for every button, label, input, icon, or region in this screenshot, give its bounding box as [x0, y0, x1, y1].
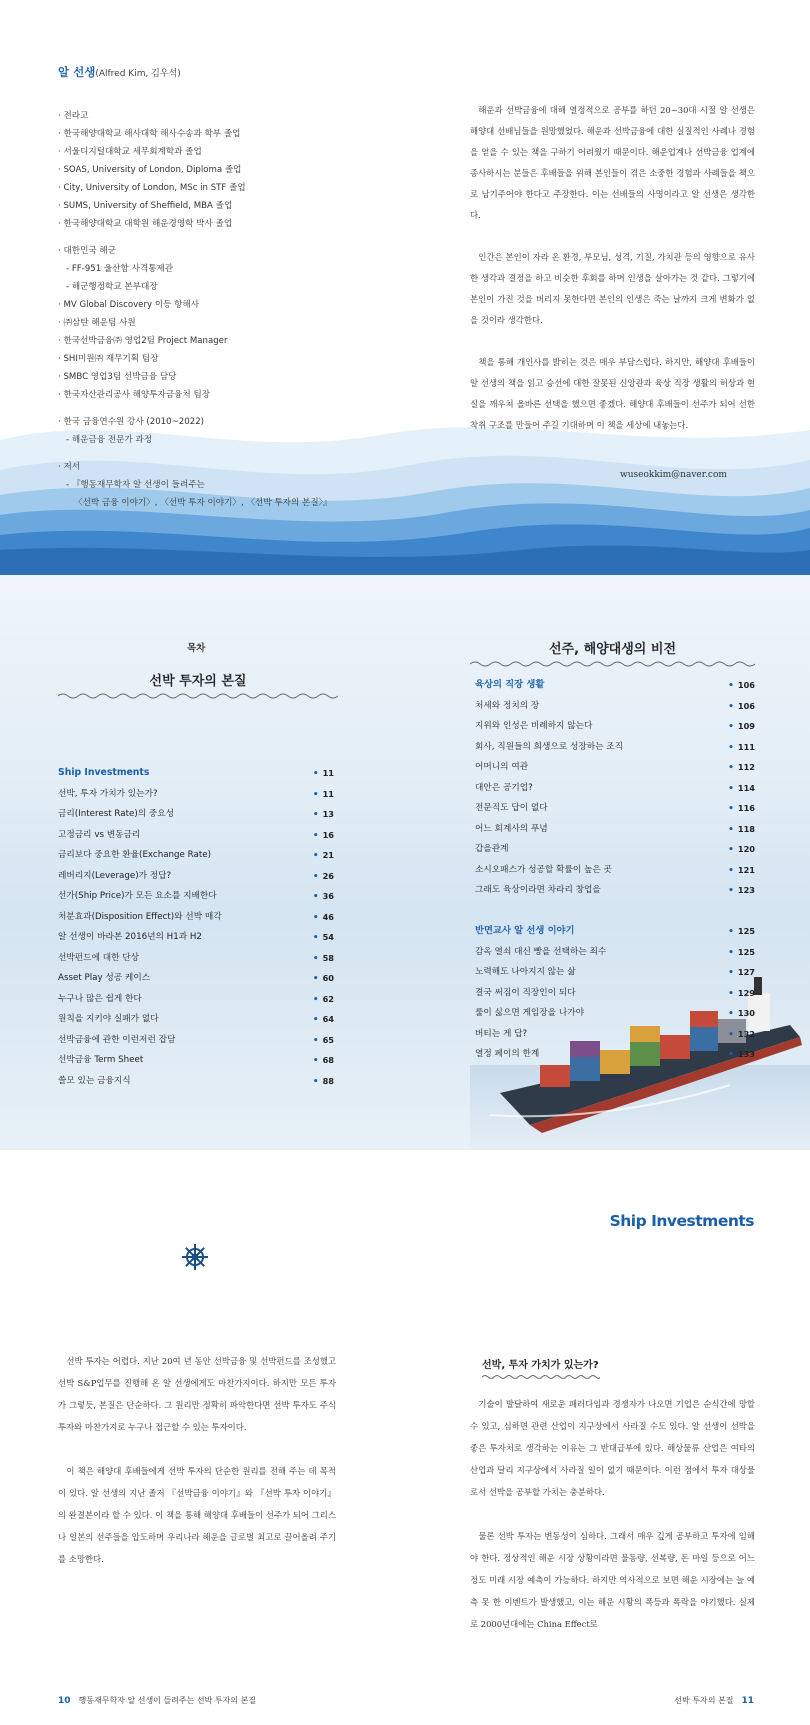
toc-entry[interactable]: [58, 886, 334, 907]
toc-page-number: • 125: [728, 942, 755, 964]
bio-line: · 한국 금융연수원 강사 (2010~2022): [58, 417, 205, 427]
bio-line: · 전라고: [58, 111, 89, 121]
toc-entry-title: 레버리지(Leverage)가 정답?: [58, 870, 172, 881]
toc-entry[interactable]: [475, 757, 755, 778]
chapter-pages: [0, 1150, 810, 1725]
toc-page-number: • 26: [313, 866, 334, 888]
bio-career: [58, 242, 388, 404]
toc-entry-title: 금리보다 중요한 환율(Exchange Rate): [58, 850, 211, 860]
toc-page-number: • 54: [313, 927, 334, 949]
page-number: 10: [58, 1696, 71, 1706]
toc-entry[interactable]: [475, 1044, 755, 1065]
bio-line: · 서울디지털대학교 세무회계학과 졸업: [58, 147, 202, 157]
chapter-left-body: [58, 1350, 336, 1592]
toc-entry[interactable]: [58, 1030, 334, 1051]
toc-entry-title: 쓸모 있는 금융지식: [58, 1075, 131, 1086]
bio-line: · SUMS, University of Sheffield, MBA 졸업: [58, 201, 233, 211]
toc-entry-title: 선박금융 Term Sheet: [58, 1055, 144, 1065]
toc-right-list: [475, 675, 755, 1065]
toc-page-number: • 120: [728, 839, 755, 861]
toc-page-number: • 88: [313, 1071, 334, 1093]
toc-entry-title: 결국 써짐이 직장인이 되다: [475, 987, 576, 998]
toc-entry-title: 버티는 게 답?: [475, 1028, 528, 1039]
toc-page-number: • 118: [728, 819, 755, 841]
toc-page-number: • 112: [728, 757, 755, 779]
toc-entry-title: 어느 회계사의 푸념: [475, 823, 548, 834]
toc-entry[interactable]: [475, 942, 755, 963]
toc-entry[interactable]: [475, 1003, 755, 1024]
toc-entry[interactable]: [475, 860, 755, 881]
toc-entry-title: 회사, 직원들의 희생으로 성장하는 조직: [475, 741, 624, 752]
toc-entry[interactable]: [58, 989, 334, 1010]
toc-page-number: • 123: [728, 880, 755, 902]
toc-left-list: [58, 763, 334, 1091]
toc-entry-title: 노력해도 나아지지 않는 삶: [475, 967, 576, 977]
toc-entry[interactable]: [475, 819, 755, 840]
bio-line: · 한국자산관리공사 해양투자금융처 팀장: [58, 390, 211, 400]
toc-section-entry[interactable]: [475, 921, 755, 942]
bio-line: · 대한민국 해군: [58, 246, 117, 256]
intro-paragraph: 책을 통해 개인사를 밝히는 것은 매우 부담스럽다. 하지만, 해양대 후배들이 알 선생의 책을 읽고 승선에 대한 잘못된 신앙관과 육상 직장 생활의 허상과 현실을 깨우쳐 올바른 선택을 했으면 좋겠다. 해양대 후배들이 선주가 되어 선한 착취 구조를 만들어 주길 기대하며 이 책을 세상에 내놓는다.: [470, 357, 755, 430]
bio-line: - 『행동재무학자 알 선생이 들려주는: [66, 480, 205, 490]
toc-entry-title: Asset Play 성공 케이스: [58, 973, 151, 983]
toc-entry[interactable]: [475, 983, 755, 1004]
intro-paragraph: 인간은 본인이 자라 온 환경, 부모님, 성격, 기질, 가치관 등의 영향으로 유사한 생각과 결정을 하고 비슷한 후회를 하며 인생을 살아가는 것 같다. 그렇기에 본인이 가진 것을 버리지 못한다면 본인의 인생은 죽는 날까지 크게 변화가 없을 것이라 생각한다.: [470, 252, 755, 325]
toc-entry-title: 전문직도 답이 없다: [475, 803, 548, 813]
toc-entry-title: 룰이 싫으면 게임장을 나가야: [475, 1008, 584, 1018]
bio-line: · City, University of London, MSc in STF 졸업: [58, 183, 246, 193]
toc-entry-title: 선박금융에 관한 이런저런 잡담: [58, 1034, 176, 1045]
toc-entry-title: 갑을관계: [475, 844, 509, 854]
toc-entry[interactable]: [475, 716, 755, 737]
toc-entry[interactable]: [475, 778, 755, 799]
toc-entry-title: 육상의 직장 생활: [475, 679, 545, 690]
bio-line: - 해운금융 전문가 과정: [66, 435, 153, 445]
body-paragraph: 이 책은 해양대 후배들에게 선박 투자의 단순한 원리를 전해 주는 데 목적이 있다. 알 선생의 지난 졸저 『선박금융 이야기』와 『선박 투자 이야기』의 완결본이라 할 수 있다. 이 책을 통해 해양대 후배들이 선주가 되어 그리스나 일본의 선주들을 압도하며 우리나라 해운을 글로벌 최고로 끌어올려 주기를 소망한다.: [58, 1466, 336, 1564]
toc-entry-title: 고정금리 vs 변동금리: [58, 829, 141, 840]
toc-page-number: • 114: [728, 778, 755, 800]
body-paragraph: 물론 선박 투자는 변동성이 심하다. 그래서 매우 깊게 공부하고 투자에 임해야 한다. 정상적인 해운 시장 상황이라면 물동량, 선복량, 돈 마일 등으로 어느 정도 미래 시장 예측이 가능하다. 하지만 역사적으로 보면 해운 시장에는 늘 예측 못 한 이벤트가 발생했고, 이는 해운 시황의 폭등과 폭락을 야기했다. 실제로 2000년대에는 China Effect로: [470, 1531, 755, 1629]
author-name-en: (Alfred Kim, 김우석): [95, 69, 181, 79]
chapter-heading: Ship Investments: [609, 1212, 754, 1230]
toc-entry[interactable]: [475, 737, 755, 758]
toc-entry-title: 금리(Interest Rate)의 중요성: [58, 809, 175, 819]
toc-entry-title: 감옥 열쇠 대신 빵을 선택하는 죄수: [475, 946, 607, 957]
toc-entry[interactable]: [58, 804, 334, 825]
footer-left: [58, 1695, 256, 1706]
bio-line: · SOAS, University of London, Diploma 졸업: [58, 165, 242, 175]
toc-entry-title: 선박펀드에 대한 단상: [58, 952, 140, 963]
author-intro: [470, 100, 755, 457]
bio-line: 〈선박 금융 이야기〉, 〈선박 투자 이야기〉, 〈선박 투자의 본질〉』: [74, 498, 332, 508]
toc-page-number: • 62: [313, 989, 334, 1011]
toc-entry[interactable]: [58, 1050, 334, 1071]
toc-page-number: • 116: [728, 798, 755, 820]
toc-entry[interactable]: [58, 784, 334, 805]
author-page: [0, 0, 810, 575]
toc-entry[interactable]: [475, 798, 755, 819]
toc-page-number: • 36: [313, 886, 334, 908]
toc-page-number: • 133: [728, 1044, 755, 1066]
bio-line: · MV Global Discovery 이등 항해사: [58, 300, 200, 310]
toc-page-number: • 127: [728, 962, 755, 984]
toc-entry-title: 지위와 인성은 비례하지 않는다: [475, 721, 593, 731]
author-bio: [58, 107, 388, 521]
bio-line: · SMBC 영업3팀 선박금융 담당: [58, 372, 177, 382]
toc-page-number: • 11: [313, 763, 334, 785]
author-email: wuseokkim@naver.com: [620, 470, 727, 480]
bio-line: · 저서: [58, 462, 81, 472]
toc-entry[interactable]: [58, 927, 334, 948]
bio-line: · 한국해양대학교 대학원 해운경영학 박사 졸업: [58, 219, 233, 229]
wave-underline: [470, 660, 755, 668]
toc-entry[interactable]: [58, 1071, 334, 1092]
toc-entry[interactable]: [58, 866, 334, 887]
toc-entry-title: 반면교사 알 선생 이야기: [475, 925, 575, 936]
toc-entry[interactable]: [58, 968, 334, 989]
toc-page-number: • 130: [728, 1003, 755, 1025]
bio-line: · 한국해양대학교 해사대학 해사수송과 학부 졸업: [58, 129, 241, 139]
ship-wheel-icon: [180, 1242, 210, 1272]
footer-right: [674, 1695, 754, 1706]
toc-entry[interactable]: [475, 839, 755, 860]
author-name: [58, 64, 181, 80]
toc-page-number: • 65: [313, 1030, 334, 1052]
toc-entry-title: 처세와 정치의 장: [475, 700, 540, 711]
toc-page-number: • 13: [313, 804, 334, 826]
toc-page-number: • 21: [313, 845, 334, 867]
toc-left-title: 선박 투자의 본질: [149, 674, 247, 689]
toc-entry-title: 선박, 투자 가치가 있는가?: [58, 788, 158, 799]
toc-page-number: • 46: [313, 907, 334, 929]
toc-entry[interactable]: [475, 1024, 755, 1045]
toc-page: [0, 575, 810, 1150]
bio-teaching: [58, 413, 388, 449]
chapter-right-body: [470, 1393, 755, 1657]
bio-books: [58, 458, 388, 512]
page-number: 11: [741, 1696, 754, 1706]
toc-page-number: • 64: [313, 1009, 334, 1031]
toc-entry[interactable]: [475, 880, 755, 901]
toc-entry-title: 대안은 공기업?: [475, 782, 533, 793]
toc-entry-title: 열정 페이의 한계: [475, 1049, 540, 1059]
wave-underline: [58, 692, 338, 700]
toc-entry[interactable]: [58, 1009, 334, 1030]
toc-page-number: • 129: [728, 983, 755, 1005]
toc-entry-title: 처분효과(Disposition Effect)와 선박 매각: [58, 911, 222, 922]
toc-page-number: • 60: [313, 968, 334, 990]
toc-section-entry[interactable]: [58, 763, 334, 784]
toc-entry[interactable]: [58, 948, 334, 969]
toc-entry-title: 선가(Ship Price)가 모든 요소를 지배한다: [58, 891, 217, 901]
toc-page-number: • 132: [728, 1024, 755, 1046]
toc-entry-title: 누구나 많은 쉽게 한다: [58, 993, 142, 1004]
bio-line: · 한국선박금융㈜ 영업2팀 Project Manager: [58, 336, 228, 346]
author-name-ko: 알 선생: [58, 65, 96, 79]
toc-entry-title: Ship Investments: [58, 767, 150, 778]
bio-line: · SHI미원㈜ 재무기획 팀장: [58, 354, 159, 364]
bio-education: [58, 107, 388, 233]
toc-entry-title: 그래도 육상이라면 차라리 창업을: [475, 885, 601, 895]
intro-paragraph: 해운과 선박금융에 대해 열정적으로 공부를 하던 20~30대 시절 알 선생은 해양대 선배님들을 원망했었다. 해운과 선박금융에 대한 실질적인 사례나 경험을 얻을 수 있는 책을 구하기 어려웠기 때문이다. 해운업계나 선박금융 업계에 종사하시는 분들은 후배들을 위해 본인들이 겪은 소중한 경험과 사례들을 책으로 남기주어야 한다고 주장한다. 이는 선배들의 사명이라고 알 선생은 생각한다.: [470, 105, 755, 220]
toc-section-entry[interactable]: [475, 675, 755, 696]
toc-entry-title: 알 선생이 바라본 2016년의 H1과 H2: [58, 932, 202, 942]
toc-entry[interactable]: [58, 845, 334, 866]
toc-right-title: 선주, 해양대생의 비전: [548, 642, 676, 657]
body-paragraph: 선박 투자는 어렵다. 지난 20여 년 동안 선박금융 및 선박펀드를 조성했고 선박 S&P업무를 진행해 온 알 선생에게도 마찬가지이다. 하지만 모든 투자가 그렇듯, 본질은 단순하다. 그 원리만 정확히 파악한다면 선박 투자도 주식 투자와 마찬가지로 누구나 접근할 수 있는 투자이다.: [58, 1356, 336, 1432]
toc-entry[interactable]: [475, 962, 755, 983]
toc-page-number: • 125: [728, 921, 755, 943]
toc-entry-title: 원칙을 지키야 실패가 없다: [58, 1014, 159, 1024]
toc-label: 목차: [187, 643, 206, 654]
toc-page-number: • 121: [728, 860, 755, 882]
toc-spacer: [475, 901, 755, 922]
toc-page-number: • 16: [313, 825, 334, 847]
toc-page-number: • 58: [313, 948, 334, 970]
section-subheading: 선박, 투자 가치가 있는가?: [482, 1360, 599, 1371]
toc-page-number: • 106: [728, 675, 755, 697]
toc-page-number: • 109: [728, 716, 755, 738]
running-title: 선박 투자의 본질: [674, 1696, 734, 1705]
bio-line: - 해군행정학교 본부대장: [66, 282, 158, 292]
toc-entry-title: 어머니의 여관: [475, 762, 529, 772]
toc-page-number: • 111: [728, 737, 755, 759]
toc-entry[interactable]: [58, 907, 334, 928]
toc-page-number: • 68: [313, 1050, 334, 1072]
toc-page-number: • 106: [728, 696, 755, 718]
toc-entry[interactable]: [475, 696, 755, 717]
toc-entry-title: 소시오패스가 성공할 확률이 높은 곳: [475, 864, 612, 875]
wave-underline: [482, 1374, 600, 1380]
bio-line: · ㈜삼탄 해운팀 사원: [58, 318, 136, 328]
body-paragraph: 기술이 발달하여 새로운 패러다임과 경쟁자가 나오면 기업은 순식간에 망할 수 있고, 심하면 관련 산업이 지구상에서 사라질 수도 있다. 알 선생이 선박을 좋은 투자처로 생각하는 이유는 그 반대급부에 있다. 해상물류 산업은 여타의 산업과 달리 지구상에서 사라질 일이 없기 때문이다. 이런 점에서 투자 대상물로서 선박을 공부할 가치는 충분하다.: [470, 1399, 755, 1497]
running-title: 행동재무학자 알 선생이 들려주는 선박 투자의 본질: [78, 1696, 257, 1705]
toc-page-number: • 11: [313, 784, 334, 806]
bio-line: - FF-951 울산함 사격통제관: [66, 264, 174, 274]
toc-entry[interactable]: [58, 825, 334, 846]
